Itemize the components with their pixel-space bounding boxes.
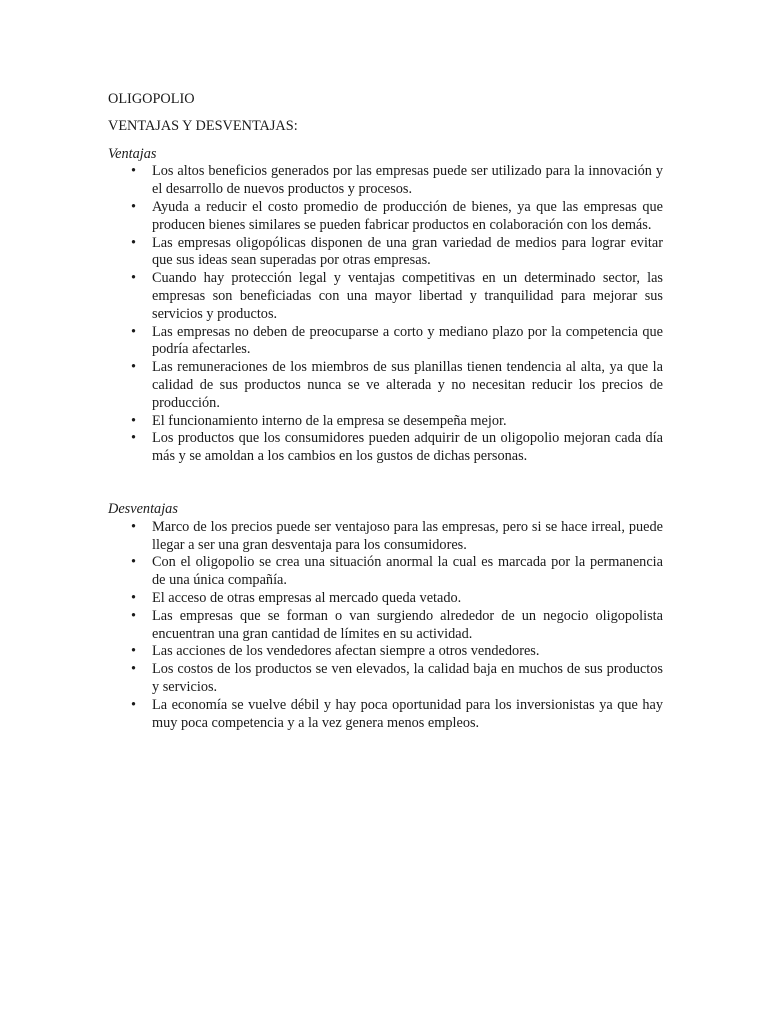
list-item-text: Los costos de los productos se ven elevados, la calidad baja en muchos de sus productos y servicios. bbox=[152, 661, 663, 695]
bullet-icon: • bbox=[131, 607, 137, 624]
desventajas-section bbox=[108, 501, 663, 732]
list-item bbox=[108, 554, 663, 590]
ventajas-section bbox=[108, 146, 663, 466]
list-item-text: Marco de los precios puede ser ventajoso para las empresas, pero si se hace irreal, puede llegar a ser una gran desventaja para los consumidores. bbox=[152, 518, 663, 553]
bullet-icon: • bbox=[131, 359, 137, 376]
list-item-text: Ayuda a reducir el costo promedio de producción de bienes, ya que las empresas que producen bienes similares se pueden fabricar productos en colaboración con los demás. bbox=[152, 198, 663, 233]
list-item bbox=[108, 590, 663, 608]
list-item bbox=[108, 430, 663, 466]
bullet-icon: • bbox=[131, 589, 137, 606]
list-item bbox=[108, 270, 663, 323]
bullet-icon: • bbox=[131, 234, 137, 251]
bullet-icon: • bbox=[131, 643, 137, 660]
bullet-icon: • bbox=[131, 198, 137, 215]
list-item-text: La economía se vuelve débil y hay poca oportunidad para los inversionistas ya que hay muy poca competencia y a la vez genera menos empleos. bbox=[152, 696, 663, 731]
list-item-text: Los productos que los consumidores pueden adquirir de un oligopolio mejoran cada día más y se amoldan a los cambios en los gustos de dichas personas. bbox=[152, 430, 663, 465]
ventajas-heading: Ventajas bbox=[108, 145, 157, 162]
ventajas-list bbox=[108, 163, 663, 466]
list-item-text: Cuando hay protección legal y ventajas competitivas en un determinado sector, las empresas son beneficiadas con una mayor libertad y tranquilidad para mejorar sus servicios y productos. bbox=[152, 270, 663, 322]
document-body bbox=[108, 91, 663, 732]
list-item bbox=[108, 324, 663, 360]
list-item bbox=[108, 697, 663, 733]
list-item-text: Las empresas no deben de preocuparse a corto y mediano plazo por la competencia que podría afectarles. bbox=[152, 323, 663, 358]
bullet-icon: • bbox=[131, 661, 137, 678]
bullet-icon: • bbox=[131, 554, 137, 571]
list-item-text: Las acciones de los vendedores afectan siempre a otros vendedores. bbox=[152, 643, 540, 660]
list-item bbox=[108, 643, 663, 661]
list-item bbox=[108, 163, 663, 199]
list-item bbox=[108, 661, 663, 697]
list-item bbox=[108, 199, 663, 235]
list-item bbox=[108, 413, 663, 431]
list-item bbox=[108, 519, 663, 555]
document-title: OLIGOPOLIO bbox=[108, 91, 195, 107]
list-item-text: Las remuneraciones de los miembros de sus planillas tienen tendencia al alta, ya que la calidad de sus productos nunca se ve alterada y no necesitan reducir los precios de producción. bbox=[152, 359, 663, 411]
bullet-icon: • bbox=[131, 430, 137, 447]
list-item-text: Los altos beneficios generados por las empresas puede ser utilizado para la innovación y el desarrollo de nuevos productos y procesos. bbox=[152, 163, 663, 198]
bullet-icon: • bbox=[131, 696, 137, 713]
bullet-icon: • bbox=[131, 323, 137, 340]
bullet-icon: • bbox=[131, 518, 137, 535]
list-item-text: Las empresas que se forman o van surgiendo alrededor de un negocio oligopolista encuentran una gran cantidad de límites en su actividad. bbox=[152, 607, 663, 642]
list-item bbox=[108, 235, 663, 271]
list-item-text: Con el oligopolio se crea una situación anormal la cual es marcada por la permanencia de una única compañía. bbox=[152, 554, 663, 589]
list-item-text: El funcionamiento interno de la empresa se desempeña mejor. bbox=[152, 412, 507, 429]
document-subtitle: VENTAJAS Y DESVENTAJAS: bbox=[108, 117, 298, 134]
bullet-icon: • bbox=[131, 163, 137, 180]
bullet-icon: • bbox=[131, 270, 137, 287]
desventajas-list bbox=[108, 519, 663, 733]
list-item-text: El acceso de otras empresas al mercado queda vetado. bbox=[152, 589, 462, 606]
bullet-icon: • bbox=[131, 412, 137, 429]
list-item bbox=[108, 608, 663, 644]
list-item bbox=[108, 359, 663, 412]
desventajas-heading: Desventajas bbox=[108, 500, 178, 517]
list-item-text: Las empresas oligopólicas disponen de una gran variedad de medios para lograr evitar que sus ideas sean superadas por otras empresas. bbox=[152, 234, 663, 269]
